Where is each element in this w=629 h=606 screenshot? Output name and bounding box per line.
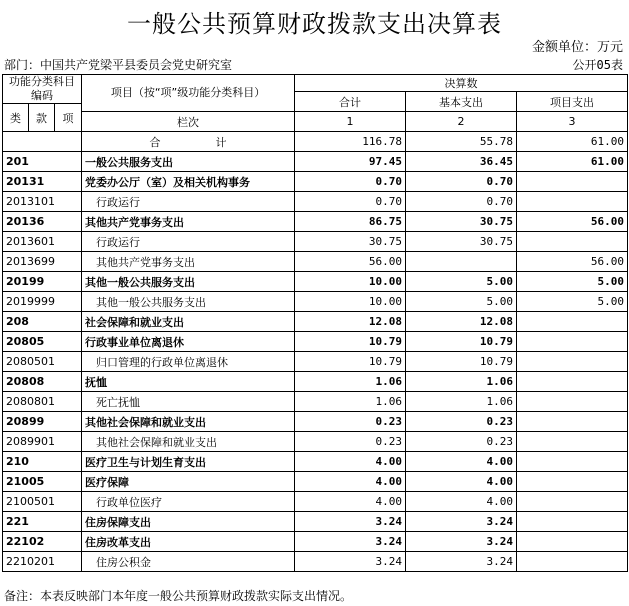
row-basic: 3.24 (406, 552, 517, 572)
row-project: 5.00 (517, 272, 628, 292)
table-row (3, 252, 628, 272)
row-basic: 0.23 (406, 432, 517, 452)
row-project (517, 512, 628, 532)
row-name: 其他社会保障和就业支出 (82, 412, 295, 432)
row-code: 20899 (3, 412, 82, 432)
row-basic: 0.23 (406, 412, 517, 432)
row-basic (406, 252, 517, 272)
sum-label: 合 计 (82, 132, 295, 152)
sum-row (3, 132, 628, 152)
row-total: 3.24 (295, 552, 406, 572)
row-code: 2019999 (3, 292, 82, 312)
row-basic: 3.24 (406, 512, 517, 532)
row-code: 20808 (3, 372, 82, 392)
row-name: 归口管理的行政单位离退休 (82, 352, 295, 372)
row-total: 10.79 (295, 332, 406, 352)
row-project (517, 432, 628, 452)
row-name: 住房保障支出 (82, 512, 295, 532)
header-project: 项目支出 (517, 92, 628, 112)
header-col1: 1 (295, 112, 406, 132)
row-basic: 12.08 (406, 312, 517, 332)
row-code: 2080801 (3, 392, 82, 412)
row-code: 21005 (3, 472, 82, 492)
row-basic: 10.79 (406, 352, 517, 372)
row-code: 210 (3, 452, 82, 472)
row-name: 死亡抚恤 (82, 392, 295, 412)
table-row (3, 432, 628, 452)
table-row (3, 532, 628, 552)
table-row (3, 412, 628, 432)
report-title: 一般公共预算财政拨款支出决算表 (127, 10, 502, 38)
row-code: 20136 (3, 212, 82, 232)
row-name: 住房改革支出 (82, 532, 295, 552)
department-label: 部门：中国共产党梁平县委员会党史研究室 (4, 58, 233, 72)
row-code: 20199 (3, 272, 82, 292)
row-basic: 36.45 (406, 152, 517, 172)
header-final-accounts: 决算数 (295, 75, 628, 92)
header-lei: 类 (3, 104, 29, 132)
row-basic: 0.70 (406, 192, 517, 212)
row-name: 其他共产党事务支出 (82, 212, 295, 232)
row-project (517, 532, 628, 552)
row-code: 20131 (3, 172, 82, 192)
row-total: 4.00 (295, 492, 406, 512)
row-code: 2210201 (3, 552, 82, 572)
row-project (517, 412, 628, 432)
row-total: 10.00 (295, 292, 406, 312)
row-total: 56.00 (295, 252, 406, 272)
table-row (3, 172, 628, 192)
row-name: 其他一般公共服务支出 (82, 272, 295, 292)
table-row (3, 372, 628, 392)
table-row (3, 292, 628, 312)
header-kuan: 款 (29, 104, 55, 132)
row-code: 2100501 (3, 492, 82, 512)
row-basic: 30.75 (406, 232, 517, 252)
row-code: 22102 (3, 532, 82, 552)
row-project (517, 192, 628, 212)
row-project (517, 472, 628, 492)
sum-basic: 55.78 (406, 132, 517, 152)
table-row (3, 212, 628, 232)
row-project (517, 352, 628, 372)
row-basic: 5.00 (406, 272, 517, 292)
header-col-label: 栏次 (82, 112, 295, 132)
row-total: 0.23 (295, 412, 406, 432)
row-basic: 1.06 (406, 392, 517, 412)
row-basic: 4.00 (406, 452, 517, 472)
row-name: 其他社会保障和就业支出 (82, 432, 295, 452)
row-name: 行政事业单位离退休 (82, 332, 295, 352)
row-code: 221 (3, 512, 82, 532)
table-row (3, 192, 628, 212)
header-xiang: 项 (55, 104, 82, 132)
sum-total: 116.78 (295, 132, 406, 152)
row-name: 其他共产党事务支出 (82, 252, 295, 272)
table-row (3, 232, 628, 252)
row-name: 其他一般公共服务支出 (82, 292, 295, 312)
row-total: 4.00 (295, 472, 406, 492)
row-total: 3.24 (295, 512, 406, 532)
row-name: 医疗卫生与计划生育支出 (82, 452, 295, 472)
row-basic: 5.00 (406, 292, 517, 312)
row-name: 社会保障和就业支出 (82, 312, 295, 332)
table-row (3, 352, 628, 372)
row-code: 2013601 (3, 232, 82, 252)
unit-label: 金额单位：万元 (531, 40, 623, 55)
row-name: 住房公积金 (82, 552, 295, 572)
row-total: 0.23 (295, 432, 406, 452)
row-project (517, 372, 628, 392)
expenditure-table (2, 74, 628, 572)
table-row (3, 512, 628, 532)
row-project (517, 312, 628, 332)
row-basic: 4.00 (406, 492, 517, 512)
header-col2: 2 (406, 112, 517, 132)
row-total: 12.08 (295, 312, 406, 332)
row-total: 3.24 (295, 532, 406, 552)
row-project (517, 172, 628, 192)
row-code: 20805 (3, 332, 82, 352)
row-project (517, 552, 628, 572)
row-code: 201 (3, 152, 82, 172)
table-row (3, 472, 628, 492)
header-item: 项目（按“项”级功能分类科目） (82, 75, 295, 112)
row-project: 61.00 (517, 152, 628, 172)
row-code: 208 (3, 312, 82, 332)
row-total: 0.70 (295, 172, 406, 192)
row-basic: 0.70 (406, 172, 517, 192)
row-name: 行政运行 (82, 192, 295, 212)
row-name: 一般公共服务支出 (82, 152, 295, 172)
row-total: 4.00 (295, 452, 406, 472)
row-project: 56.00 (517, 212, 628, 232)
table-row (3, 312, 628, 332)
table-row (3, 452, 628, 472)
row-project (517, 332, 628, 352)
row-name: 行政运行 (82, 232, 295, 252)
row-basic: 1.06 (406, 372, 517, 392)
table-row (3, 552, 628, 572)
form-code: 公开05表 (572, 58, 623, 72)
row-code: 2080501 (3, 352, 82, 372)
row-total: 1.06 (295, 372, 406, 392)
row-basic: 4.00 (406, 472, 517, 492)
table-row (3, 152, 628, 172)
table-row (3, 492, 628, 512)
row-project (517, 392, 628, 412)
row-total: 86.75 (295, 212, 406, 232)
row-name: 行政单位医疗 (82, 492, 295, 512)
header-basic: 基本支出 (406, 92, 517, 112)
row-total: 10.79 (295, 352, 406, 372)
footnote: 备注：本表反映部门本年度一般公共预算财政拨款实际支出情况。 (4, 589, 353, 603)
row-code: 2013699 (3, 252, 82, 272)
row-project (517, 232, 628, 252)
sum-project: 61.00 (517, 132, 628, 152)
table-row (3, 332, 628, 352)
row-code: 2013101 (3, 192, 82, 212)
table-row (3, 272, 628, 292)
row-project (517, 452, 628, 472)
row-total: 10.00 (295, 272, 406, 292)
row-total: 1.06 (295, 392, 406, 412)
row-total: 0.70 (295, 192, 406, 212)
row-project (517, 492, 628, 512)
row-name: 医疗保障 (82, 472, 295, 492)
row-total: 30.75 (295, 232, 406, 252)
table-row (3, 392, 628, 412)
header-col3: 3 (517, 112, 628, 132)
row-total: 97.45 (295, 152, 406, 172)
header-total: 合计 (295, 92, 406, 112)
row-code: 2089901 (3, 432, 82, 452)
header-func-code: 功能分类科目编码 (3, 75, 82, 104)
row-project: 5.00 (517, 292, 628, 312)
row-name: 抚恤 (82, 372, 295, 392)
row-basic: 30.75 (406, 212, 517, 232)
row-name: 党委办公厅（室）及相关机构事务 (82, 172, 295, 192)
row-basic: 3.24 (406, 532, 517, 552)
row-basic: 10.79 (406, 332, 517, 352)
row-project: 56.00 (517, 252, 628, 272)
